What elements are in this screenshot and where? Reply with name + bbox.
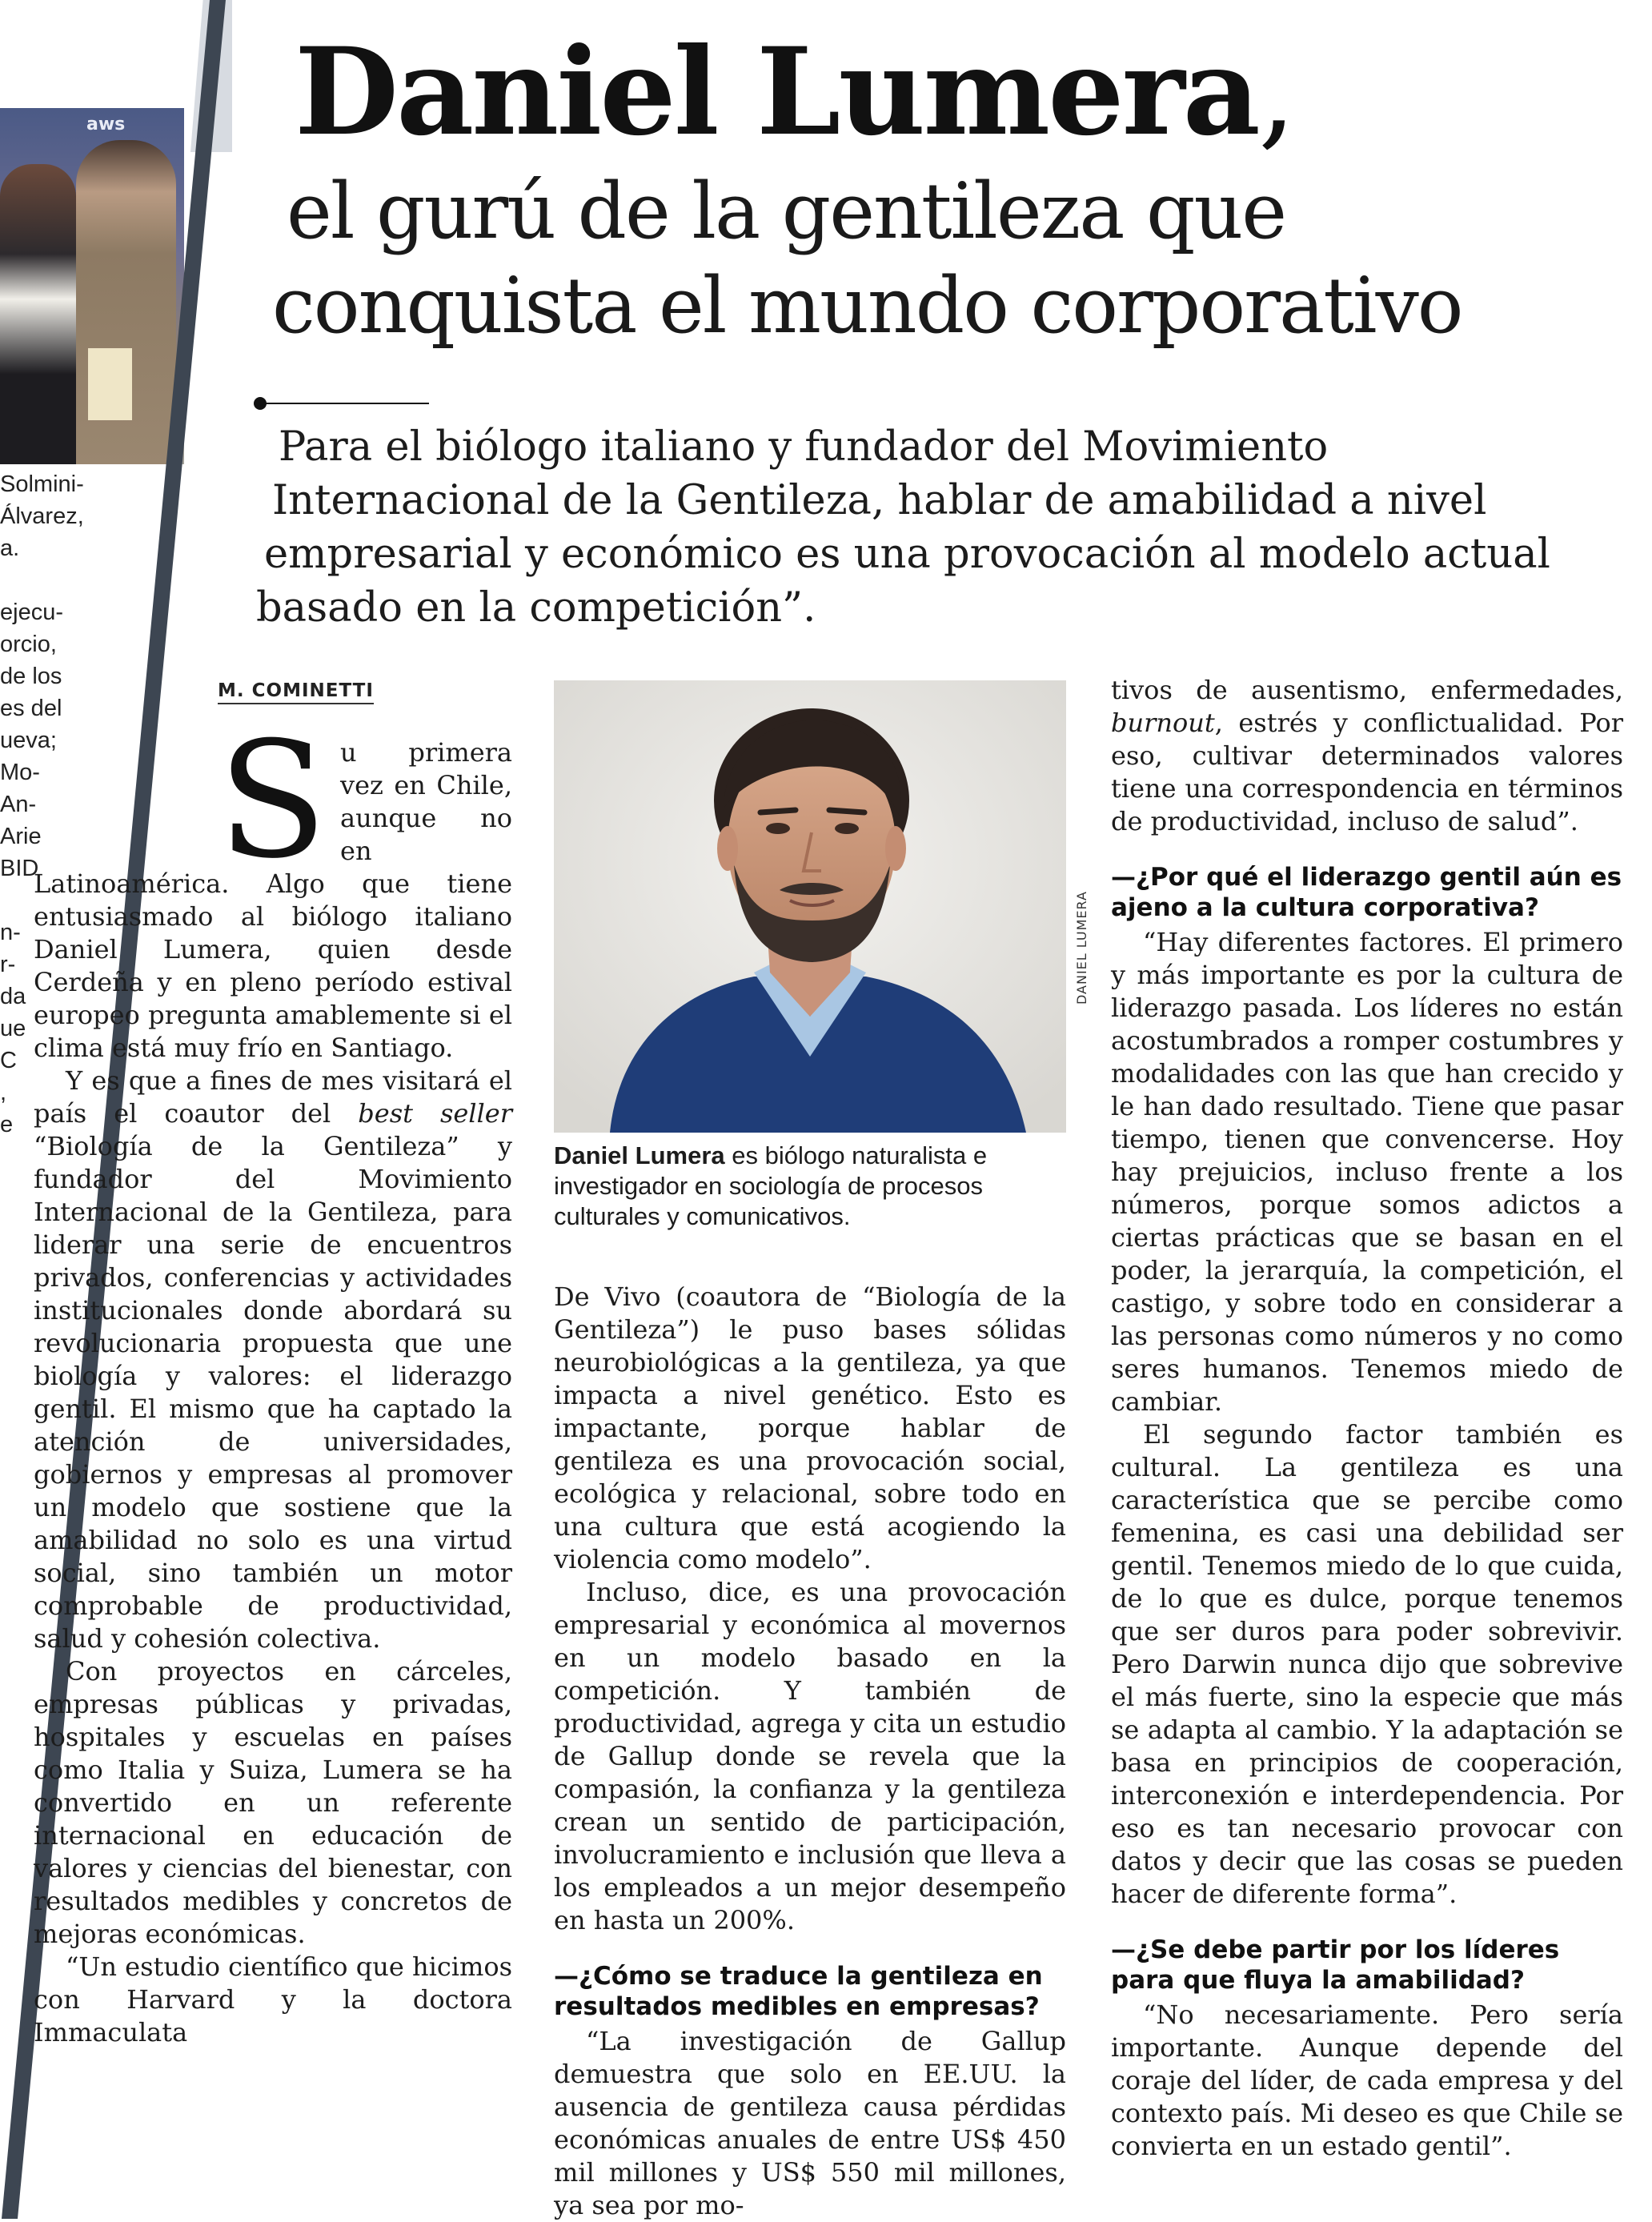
neighbor-caption-line: Álvarez, [0, 503, 84, 529]
headline-subtitle [272, 164, 1633, 353]
neighbor-caption-line: ejecu- [0, 600, 63, 625]
italic-text: best seller [358, 1098, 513, 1129]
caption-name: Daniel Lumera [554, 1141, 725, 1169]
paragraph-text: tivos de ausentismo, enfermedades, [1111, 675, 1623, 705]
portrait-illustration [554, 680, 1066, 1133]
neighbor-caption-line: da [0, 984, 26, 1009]
deck-line: Para el biólogo italiano y fundador del Movimiento [279, 423, 1329, 471]
neighbor-caption-line: Mo- [0, 760, 40, 785]
interview-question: —¿Cómo se traduce la gentileza en resultados medibles en empresas? [554, 1962, 1043, 2021]
neighbor-caption-line: e [0, 1112, 14, 1137]
photo-credit: DANIEL LUMERA [1074, 891, 1089, 1005]
neighbor-caption-line: ue [0, 1016, 26, 1041]
caption-text: es biólogo naturalista e investigador en sociología de procesos culturales y comunicativos. [554, 1141, 988, 1230]
interview-question: —¿Por qué el liderazgo gentil aún es ajeno a la cultura corporativa? [1111, 863, 1622, 922]
article-column-3 [1111, 674, 1623, 2163]
interview-question: —¿Se debe partir por los líderes para que fluya la amabilidad? [1111, 1935, 1560, 1995]
neighbor-caption-line: BID [0, 856, 39, 881]
headline-name [295, 24, 1294, 161]
headline-subtitle-line: conquista el mundo corporativo [272, 261, 1462, 351]
neighbor-caption-line: ueva; [0, 728, 57, 753]
paragraph: “Hay diferentes factores. El primero y más importante es por la cultura de liderazgo pasada. Los líderes no están acostumbrados a romper costumbres y modalidades con las que han crecido y le han dado resultado. Tiene que pasar tiempo, tienen que convencerse. Hoy hay prejuicios, incluso frente a los números, porque somos adictos a ciertas prácticas que se basan en el poder, la jerarquía, la competición, el castigo, y sobre todo en considerar a las personas como números y no como seres humanos. Tenemos miedo de cambiar. [1111, 927, 1623, 1417]
article-column-2 [554, 1281, 1066, 2222]
paragraph: El segundo factor también es cultural. La gentileza es una característica que se percibe como femenina, es casi una debilidad ser gentil. Tenemos miedo de lo que cuida, de lo que es dulce, porque tenemos que ser duros para poder sobrevivir. Pero Darwin nunca dijo que sobrevive el más fuerte, sino la especie que más se adapta al cambio. Y la adaptación se basa en principios de cooperación, interconexión e interdependencia. Por eso es tan necesario provocar con datos y decir que las cosas se pueden hacer de diferente forma”. [1111, 1419, 1623, 1909]
decorative-rule [253, 396, 429, 411]
paragraph: “La investigación de Gallup demuestra que solo en EE.UU. la ausencia de gentileza causa pérdidas económicas anuales de entre US$ 450 mil millones y US$ 550 mil millones, ya sea por mo- [554, 2026, 1066, 2220]
paragraph: Incluso, dice, es una provocación empresarial y económica al movernos en un modelo basado en la competición. Y también de productividad, agrega y cita un estudio de Gallup donde se revela que la compasión, la confianza y la gentileza crean un sentido de participación, involucramiento e inclusión que lleva a los empleados a un mejor desempeño en hasta un 200%. [554, 1577, 1066, 1935]
neighbor-caption-line: C [0, 1048, 17, 1073]
byline: M. COMINETTI [218, 680, 374, 704]
headline-name-comma: , [1257, 23, 1294, 162]
paragraph-text: Y es que a fines de mes visitará el país el coautor del [34, 1065, 512, 1129]
headline-name-text: Daniel Lumera [295, 22, 1258, 162]
paragraph: Con proyectos en cárceles, empresas públicas y privadas, hospitales y escuelas en países como Italia y Suiza, Lumera se ha convertido en un referente internacional en educación de valores y ciencias del bienestar, con resultados medibles y concretos de mejoras económicas. [34, 1656, 512, 1949]
neighbor-caption-line: a. [0, 535, 20, 561]
paragraph: “No necesariamente. Pero sería importante. Aunque depende del coraje del líder, de cada empresa y del contexto país. Mi deseo es que Chile se convierta en un estado gentil”. [1111, 1999, 1623, 2161]
headline-subtitle-line: el gurú de la gentileza que [287, 166, 1286, 256]
portrait-photo [554, 680, 1066, 1133]
paragraph-text: , estrés y conflictualidad. Por eso, cultivar determinados valores tiene una correspondencia en términos de productividad, incluso de salud”. [1111, 708, 1623, 836]
paragraph-text: u primera vez en Chile, aunque no en Latinoamérica. Algo que tiene entusiasmado al biólogo italiano Daniel Lumera, quien desde Cerdeña y en pleno período estival europeo pregunta amablemente si el clima está muy frío en Santiago. [34, 737, 512, 1063]
neighbor-caption-line: , [0, 1080, 7, 1105]
drop-cap: S [218, 708, 328, 894]
paragraph-text: “Biología de la Gentileza” y fundador del Movimiento Internacional de la Gentileza, para liderar una serie de encuentros privados, conferencias y actividades institucionales donde abordará su revolucionaria propuesta que une biología y valores: el liderazgo gentil. El mismo que ha captado la atención de universidades, gobiernos y empresas al promover un modelo que sostiene que la amabilidad no solo es una virtud social, sino también un motor comprobable de productividad, salud y cohesión colectiva. [34, 1131, 512, 1654]
neighbor-caption-line: es del [0, 696, 62, 721]
paragraph: “Un estudio científico que hicimos con Harvard y la doctora Immaculata [34, 1951, 512, 2048]
neighbor-caption-line: An- [0, 792, 37, 817]
neighbor-photo-text: aws [86, 114, 126, 134]
neighbor-caption-line: n- [0, 920, 21, 945]
neighbor-caption-line: Solmini- [0, 471, 84, 497]
photo-caption [554, 1141, 1066, 1232]
italic-text: burnout [1111, 708, 1215, 738]
paragraph [1111, 674, 1623, 838]
neighbor-caption-line: r- [0, 952, 16, 977]
deck-line: empresarial y económico es una provocación al modelo actual [264, 531, 1550, 578]
article-deck [256, 420, 1617, 635]
neighbor-caption-line: Arie [0, 824, 42, 849]
neighbor-caption-line: orcio, [0, 632, 57, 657]
neighbor-caption-line: de los [0, 664, 62, 689]
article-column-1 [34, 708, 513, 2049]
deck-line: Internacional de la Gentileza, hablar de amabilidad a nivel [272, 477, 1487, 524]
deck-line: basado en la competición”. [256, 584, 816, 632]
paragraph: De Vivo (coautora de “Biología de la Gentileza”) le puso bases sólidas neurobiológicas a la gentileza, ya que impacta a nivel genético. Esto es impactante, porque hablar de gentileza es una provocación social, ecológica y relacional, sobre todo en una cultura que está acogiendo la violencia como modelo”. [554, 1281, 1066, 1574]
paragraph [34, 1065, 512, 1655]
paragraph [34, 708, 512, 1065]
